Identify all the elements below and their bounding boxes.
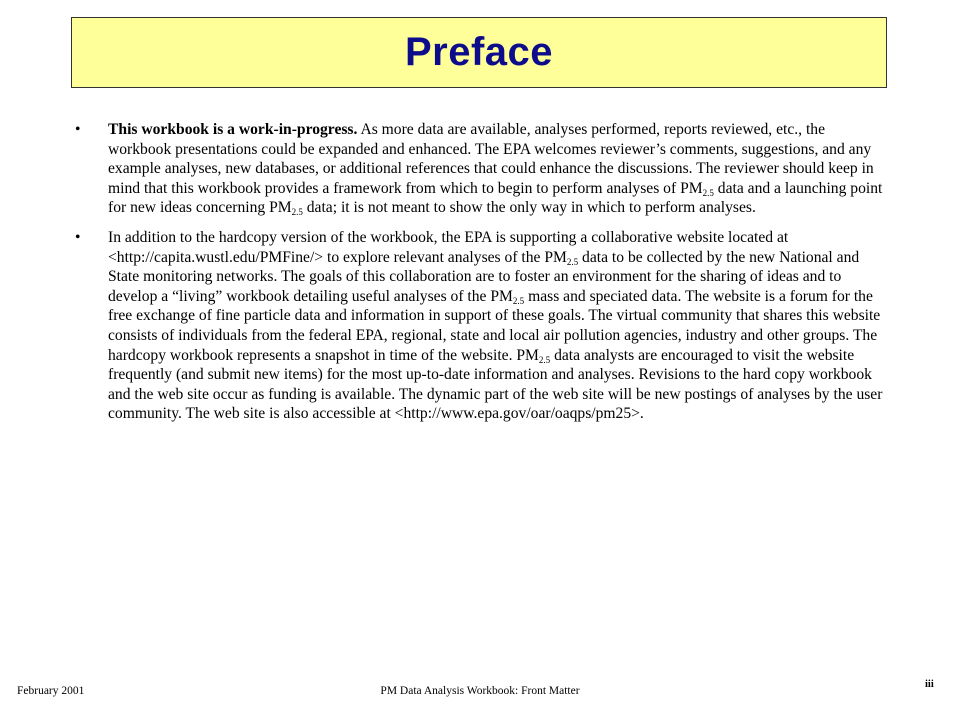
bullet-text: mass and speciated data. The website is a forum for the free exchange of fine particle data and information in support of these goals. The virtual community that shares this website consists of individuals from the federal EPA, regional, state and local air pollution agencies, industry and other groups. The hardcopy workbook represents a snapshot in time of the website. PM (108, 287, 881, 364)
bullet-text: data; it is not meant to show the only way in which to perform analyses. (302, 199, 756, 217)
footer-title: PM Data Analysis Workbook: Front Matter (380, 685, 580, 697)
bullet-list (75, 120, 890, 434)
bullet-text: As more data are available, analyses performed, reports reviewed, etc., the workbook presentations could be expanded and enhanced. The EPA welcomes reviewer’s comments, suggestions, and any example analyses, new databases, or additional references that could enhance the discussions. The reviewer should keep in mind that this workbook provides a framework from which to begin to perform analyses of PM (108, 121, 874, 197)
bullet-item-website (75, 228, 890, 424)
page-title: Preface (404, 30, 554, 74)
subscript: 2.5 (291, 207, 303, 218)
footer-date: February 2001 (17, 685, 85, 697)
bullet-text: In addition to the hardcopy version of the workbook, the EPA is supporting a collaborative website located at <http://capita.wustl.edu/PMFine/> to explore relevant analyses of the PM (108, 228, 789, 266)
bullet-marker: • (75, 121, 81, 138)
bullet-lead-text: This workbook is a work-in-progress. (108, 121, 358, 138)
bullet-marker: • (75, 228, 81, 246)
bullet-text: data to be collected by the new National and State monitoring networks. The goals of this collaboration are to foster an environment for the sharing of ideas and to develop a “living” workbook detailing useful analyses of the PM (108, 248, 860, 305)
page-number: iii (925, 679, 934, 690)
bullet-item-work-in-progress (75, 120, 890, 218)
bullet-text: data and a launching point for new ideas concerning PM (108, 179, 883, 217)
subscript: 2.5 (566, 256, 579, 267)
subscript: 2.5 (702, 187, 714, 198)
subscript: 2.5 (512, 295, 525, 306)
bullet-text: data analysts are encouraged to visit the website frequently (and submit new items) for the most up-to-date information and analyses. Revisions to the hard copy workbook and the web site occur as funding is available. The dynamic part of the web site will be new postings of analyses by the user community. The web site is also accessible at <http://www.epa.gov/oar/oaqps/pm25>. (108, 346, 883, 423)
title-banner (71, 17, 887, 88)
subscript: 2.5 (538, 354, 551, 365)
